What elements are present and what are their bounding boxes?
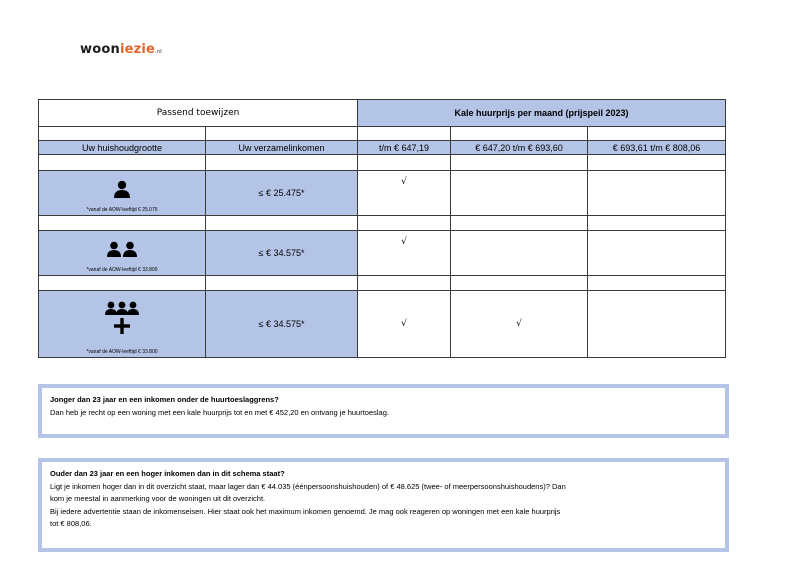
household-cell	[39, 171, 206, 216]
empty-cell	[358, 155, 451, 171]
empty-cell	[206, 155, 358, 171]
empty-cell	[451, 276, 588, 291]
check-cell	[451, 231, 588, 276]
empty-cell	[39, 127, 206, 141]
empty-cell	[451, 216, 588, 231]
logo-text-iezie: iezie	[119, 42, 156, 57]
check-cell	[451, 171, 588, 216]
check-cell: √	[358, 291, 451, 358]
check-cell	[588, 291, 726, 358]
empty-cell	[358, 276, 451, 291]
check-cell	[588, 171, 726, 216]
header-household: Uw huishoudgrootte	[39, 141, 206, 155]
info-box-line: tot € 808,06.	[50, 519, 92, 528]
aow-note: *vanaf de AOW-leeftijd € 33.800	[86, 267, 158, 273]
info-box-line: kom je meestal in aanmerking voor de woningen uit dit overzicht.	[50, 494, 266, 503]
empty-cell	[451, 155, 588, 171]
price-header: Kale huurprijs per maand (prijspeil 2023)	[358, 100, 726, 127]
single-person-icon	[113, 180, 131, 198]
three-persons-plus-icon	[104, 301, 140, 337]
income-cell: ≤ € 25.475*	[206, 171, 358, 216]
header-price-1: t/m € 647,19	[358, 141, 451, 155]
table-row	[39, 231, 726, 276]
info-box-young	[38, 384, 729, 438]
passend-toewijzen-table	[38, 99, 726, 358]
empty-cell	[588, 127, 726, 141]
info-box-text: Dan heb je recht op een woning met een kale huurprijs tot en met € 452,20 en ontvang je huurtoeslag.	[50, 407, 389, 417]
aow-note: *vanaf de AOW-leeftijd € 33.800	[86, 349, 158, 355]
check-cell	[588, 231, 726, 276]
empty-cell	[358, 216, 451, 231]
empty-cell	[39, 216, 206, 231]
info-box-heading: Ouder dan 23 jaar en een hoger inkomen dan in dit schema staat?	[50, 469, 285, 478]
empty-cell	[358, 127, 451, 141]
household-cell	[39, 231, 206, 276]
empty-cell	[206, 216, 358, 231]
logo-text-woon: woon	[80, 42, 120, 57]
check-cell: √	[358, 231, 451, 276]
info-box-line: Bij iedere advertentie staan de inkomenseisen. Hier staat ook het maximum inkomen genoemd. Je mag ook reageren op woningen met een kale huurprijs	[50, 506, 561, 516]
empty-cell	[588, 155, 726, 171]
empty-cell	[206, 276, 358, 291]
income-cell: ≤ € 34.575*	[206, 231, 358, 276]
logo	[80, 42, 162, 57]
info-box-line: Ligt je inkomen hoger dan in dit overzicht staat, maar lager dan € 44.035 (éénpersoonshuishouden) of € 48.625 (twee- of meerpersoonshuishoudens)? Dan	[50, 481, 566, 491]
header-income: Uw verzamelinkomen	[206, 141, 358, 155]
household-cell	[39, 291, 206, 358]
empty-cell	[451, 127, 588, 141]
table-row	[39, 171, 726, 216]
check-cell: √	[451, 291, 588, 358]
header-price-3: € 693,61 t/m € 808,06	[588, 141, 726, 155]
table-row	[39, 291, 726, 358]
info-box-older	[38, 458, 729, 552]
header-price-2: € 647,20 t/m € 693,60	[451, 141, 588, 155]
aow-note: *vanaf de AOW-leeftijd € 25.075	[86, 207, 158, 213]
empty-cell	[206, 127, 358, 141]
info-box-heading: Jonger dan 23 jaar en een inkomen onder de huurtoeslaggrens?	[50, 395, 279, 404]
empty-cell	[39, 155, 206, 171]
empty-cell	[588, 276, 726, 291]
logo-text-nl: .nl	[155, 49, 162, 55]
empty-cell	[588, 216, 726, 231]
check-cell: √	[358, 171, 451, 216]
empty-cell	[39, 276, 206, 291]
table-title: Passend toewijzen	[39, 100, 358, 127]
income-cell: ≤ € 34.575*	[206, 291, 358, 358]
two-persons-icon	[106, 241, 138, 257]
